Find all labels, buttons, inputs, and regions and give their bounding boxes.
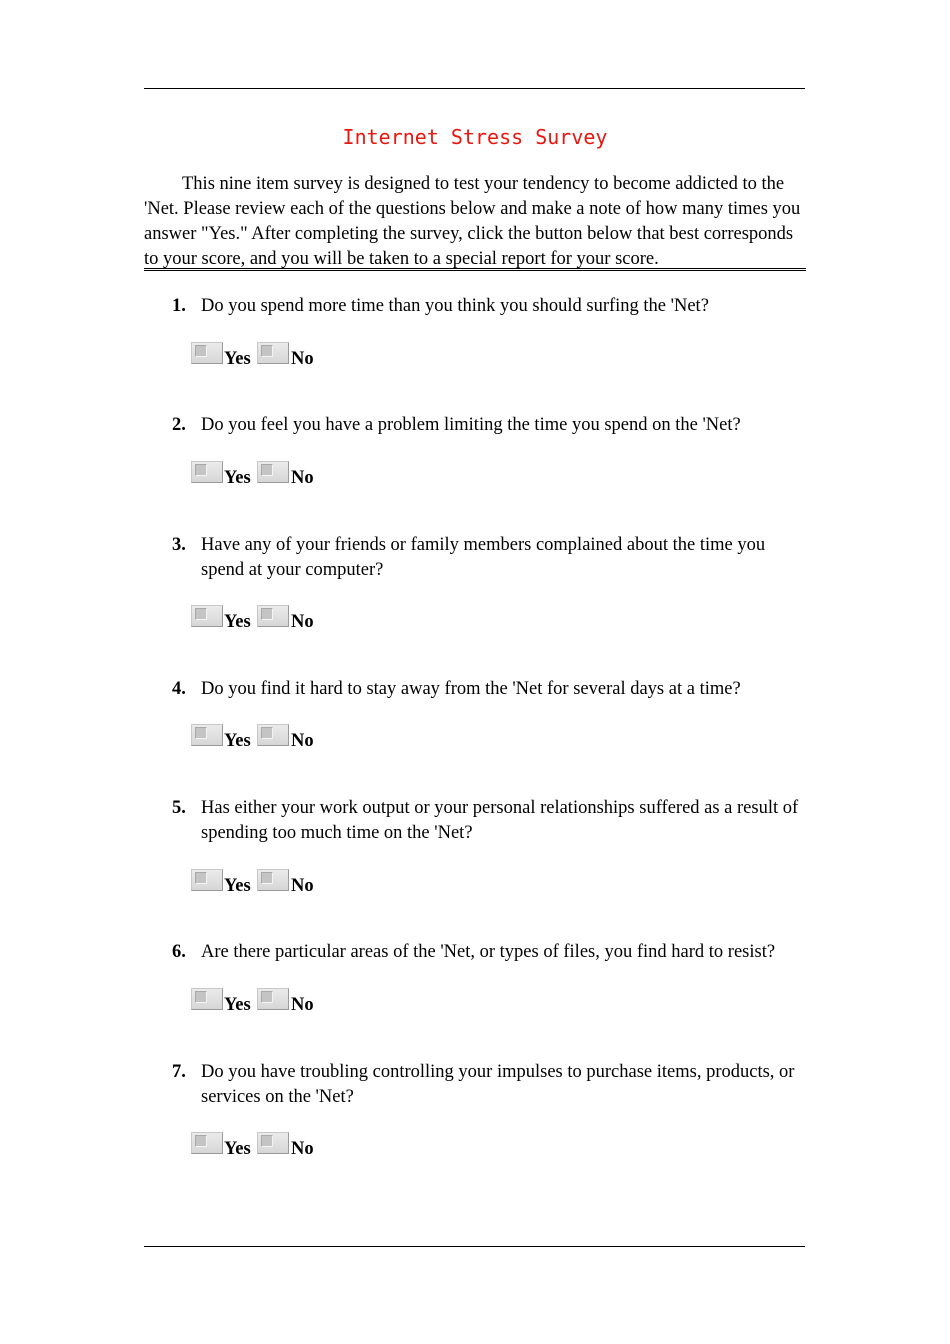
- yes-label: Yes: [224, 876, 251, 896]
- yes-label: Yes: [224, 468, 251, 488]
- question-number: 4.: [172, 679, 186, 699]
- question-number: 7.: [172, 1062, 186, 1082]
- question-text: Are there particular areas of the 'Net, or types of files, you find hard to resist?: [201, 942, 776, 962]
- no-label: No: [291, 995, 314, 1015]
- yes-checkbox[interactable]: [191, 724, 223, 746]
- no-label: No: [291, 612, 314, 632]
- no-checkbox[interactable]: [257, 461, 289, 483]
- question-text: Do you have troubling controlling your impulses to purchase items, products, or services on the 'Net?: [201, 1062, 795, 1107]
- yes-checkbox[interactable]: [191, 869, 223, 891]
- yes-checkbox[interactable]: [191, 461, 223, 483]
- no-label: No: [291, 731, 314, 751]
- yes-label: Yes: [224, 349, 251, 369]
- question-5: [172, 796, 812, 846]
- page-title: Internet Stress Survey: [342, 125, 608, 149]
- bottom-rule: [144, 1246, 805, 1247]
- yes-label: Yes: [224, 731, 251, 751]
- no-checkbox[interactable]: [257, 724, 289, 746]
- intro-divider: [144, 268, 806, 271]
- question-number: 3.: [172, 535, 186, 555]
- question-number: 5.: [172, 798, 186, 818]
- top-rule: [144, 88, 805, 89]
- question-1: [172, 294, 812, 319]
- question-number: 1.: [172, 296, 186, 316]
- question-text: Do you spend more time than you think you should surfing the 'Net?: [201, 296, 709, 316]
- no-checkbox[interactable]: [257, 342, 289, 364]
- question-text: Do you find it hard to stay away from the 'Net for several days at a time?: [201, 679, 741, 699]
- question-7: [172, 1060, 812, 1110]
- no-checkbox[interactable]: [257, 1132, 289, 1154]
- question-6: [172, 940, 812, 965]
- question-text: Has either your work output or your personal relationships suffered as a result of spending too much time on the 'Net?: [201, 798, 799, 843]
- yes-label: Yes: [224, 995, 251, 1015]
- question-number: 6.: [172, 942, 186, 962]
- yes-checkbox[interactable]: [191, 1132, 223, 1154]
- intro-paragraph: This nine item survey is designed to test your tendency to become addicted to the 'Net. Please review each of the questions below and make a note of how many times you answer "Yes." After completing the survey, click the button below that best corresponds to your score, and you will be taken to a special report for your score.: [144, 174, 801, 269]
- question-3: [172, 533, 812, 583]
- yes-label: Yes: [224, 612, 251, 632]
- question-text: Do you feel you have a problem limiting the time you spend on the 'Net?: [201, 415, 741, 435]
- question-2: [172, 413, 812, 438]
- question-text: Have any of your friends or family members complained about the time you spend at your computer?: [201, 535, 766, 580]
- yes-checkbox[interactable]: [191, 342, 223, 364]
- yes-label: Yes: [224, 1139, 251, 1159]
- question-4: [172, 677, 812, 702]
- no-checkbox[interactable]: [257, 988, 289, 1010]
- no-checkbox[interactable]: [257, 605, 289, 627]
- no-label: No: [291, 468, 314, 488]
- no-label: No: [291, 1139, 314, 1159]
- yes-checkbox[interactable]: [191, 605, 223, 627]
- no-label: No: [291, 349, 314, 369]
- question-number: 2.: [172, 415, 186, 435]
- no-label: No: [291, 876, 314, 896]
- yes-checkbox[interactable]: [191, 988, 223, 1010]
- no-checkbox[interactable]: [257, 869, 289, 891]
